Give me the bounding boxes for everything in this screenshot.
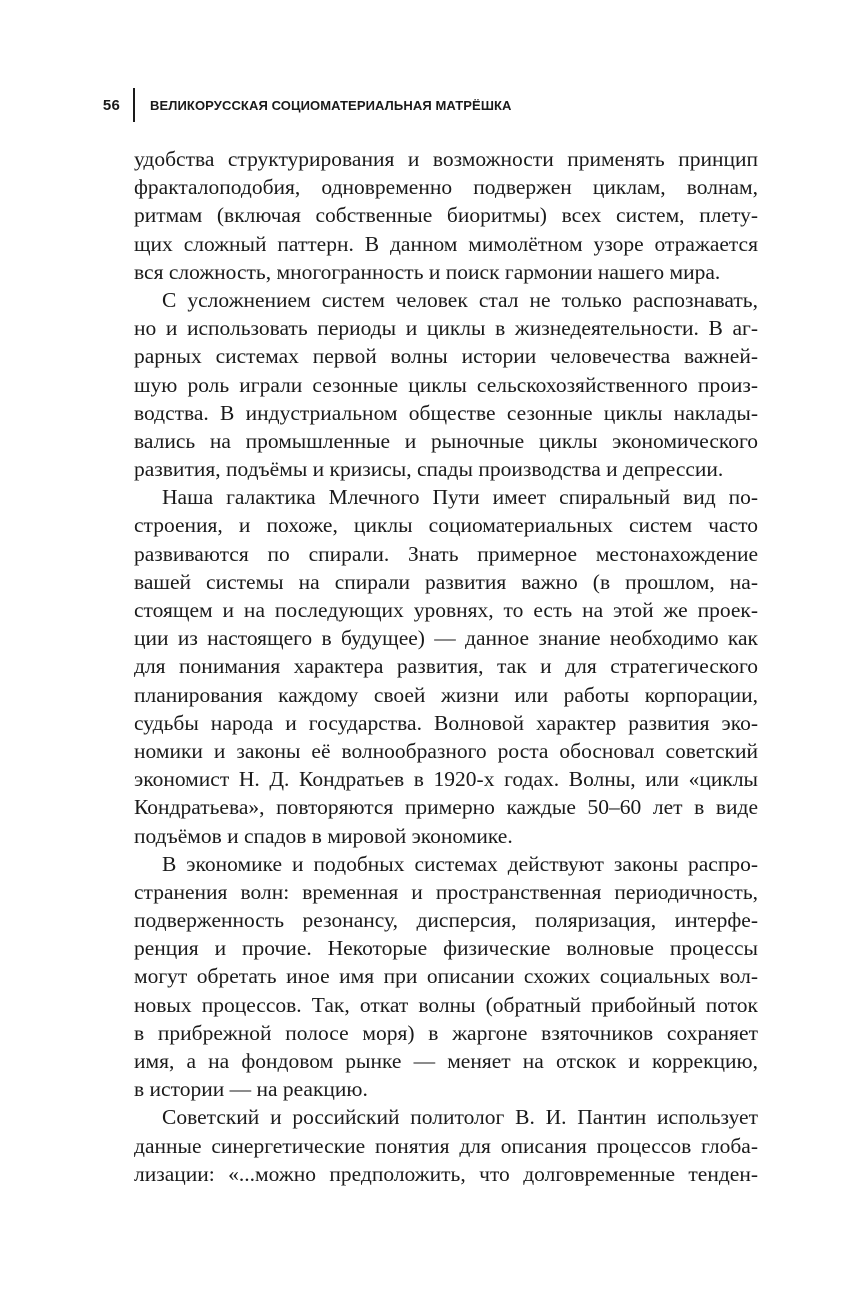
- text-line: развития, подъёмы и кризисы, спады производства и депрессии.: [134, 457, 724, 482]
- text-line: щих сложный паттерн. В данном мимолётном узоре отражается: [134, 231, 758, 256]
- text-line: развиваются по спирали. Знать примерное местонахождение: [134, 541, 758, 566]
- text-line: подъёмов и спадов в мировой экономике.: [134, 823, 513, 848]
- text-line: но и использовать периоды и циклы в жизнедеятельности. В аг-: [134, 316, 758, 341]
- text-line: фракталоподобия, одновременно подвержен циклам, волнам,: [134, 175, 758, 200]
- text-line: данные синергетические понятия для описания процессов глоба-: [134, 1133, 758, 1158]
- text-line: ритмам (включая собственные биоритмы) всех систем, плету-: [134, 203, 758, 228]
- text-line: строения, и похоже, циклы социоматериальных систем часто: [134, 513, 758, 538]
- body-text: [134, 145, 758, 1188]
- text-line: шую роль играли сезонные циклы сельскохозяйственного произ-: [134, 372, 758, 397]
- paragraph: [134, 145, 758, 286]
- text-line: Советский и российский политолог В. И. Пантин использует: [162, 1105, 758, 1130]
- text-line: ции из настоящего в будущее) — данное знание необходимо как: [134, 626, 758, 651]
- text-line: В экономике и подобных системах действуют законы распро-: [162, 851, 758, 876]
- text-line: ренция и прочие. Некоторые физические волновые процессы: [134, 936, 758, 961]
- running-title: ВЕЛИКОРУССКАЯ СОЦИОМАТЕРИАЛЬНАЯ МАТРЁШКА: [150, 98, 512, 113]
- text-line: имя, а на фондовом рынке — меняет на отскок и коррекцию,: [134, 1049, 758, 1073]
- running-head: [0, 88, 844, 120]
- text-line: лизации: «...можно предположить, что долговременные тенден-: [134, 1161, 758, 1186]
- paragraph: [134, 286, 758, 483]
- text-line: вались на промышленные и рыночные циклы экономического: [134, 428, 758, 453]
- paragraph: [134, 483, 758, 849]
- text-line: могут обретать иное имя при описании схожих социальных вол-: [134, 964, 758, 989]
- text-line: вся сложность, многогранность и поиск гармонии нашего мира.: [134, 259, 721, 284]
- text-line: вашей системы на спирали развития важно (в прошлом, на-: [134, 569, 758, 594]
- text-line: новых процессов. Так, откат волны (обратный прибойный поток: [134, 992, 758, 1017]
- paragraph: [134, 1103, 758, 1188]
- text-line: для понимания характера развития, так и для стратегического: [134, 654, 758, 679]
- text-line: планирования каждому своей жизни или работы корпорации,: [134, 682, 758, 707]
- header-divider: [133, 88, 135, 122]
- text-line: рарных системах первой волны истории человечества важней-: [134, 344, 758, 369]
- page-number: 56: [102, 97, 120, 114]
- text-line: странения волн: временная и пространственная периодичность,: [134, 879, 758, 904]
- text-line: Наша галактика Млечного Пути имеет спиральный вид по-: [162, 485, 758, 510]
- paragraph: [134, 850, 758, 1104]
- text-line: Кондратьева», повторяются примерно каждые 50–60 лет в виде: [134, 795, 758, 820]
- text-line: номики и законы её волнообразного роста обосновал советский: [134, 738, 758, 763]
- text-line: водства. В индустриальном обществе сезонные циклы наклады-: [134, 400, 758, 425]
- text-line: удобства структурирования и возможности применять принцип: [134, 147, 758, 171]
- text-line: в прибрежной полосе моря) в жаргоне взяточников сохраняет: [134, 1020, 758, 1045]
- text-line: судьбы народа и государства. Волновой характер развития эко-: [134, 710, 758, 735]
- text-line: подверженность резонансу, дисперсия, поляризация, интерфе-: [134, 908, 758, 933]
- text-line: в истории — на реакцию.: [134, 1077, 368, 1102]
- text-line: стоящем и на последующих уровнях, то есть на этой же проек-: [134, 598, 758, 622]
- text-line: экономист Н. Д. Кондратьев в 1920-х годах. Волны, или «циклы: [134, 767, 758, 792]
- text-line: С усложнением систем человек стал не только распознавать,: [162, 287, 758, 312]
